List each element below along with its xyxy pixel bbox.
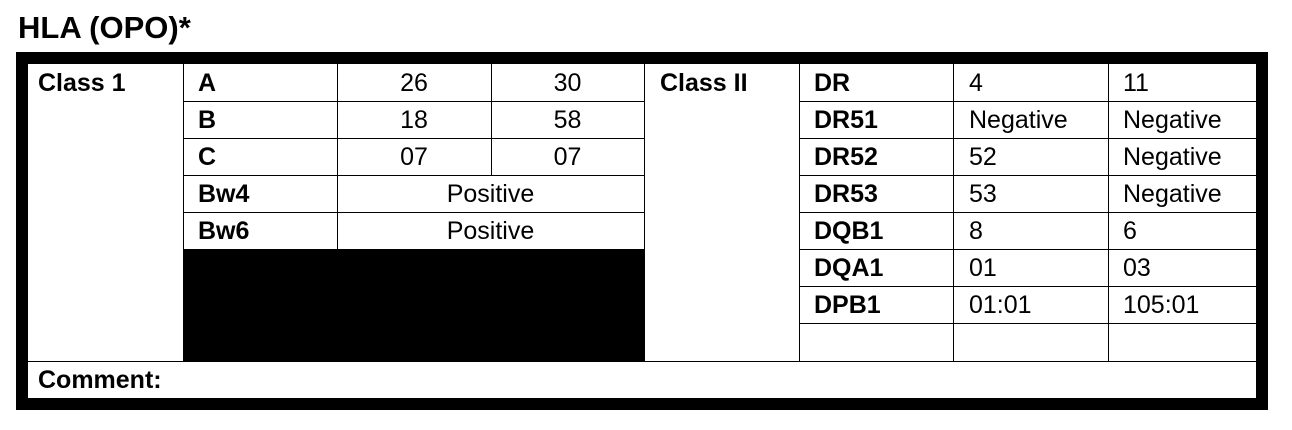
dr52-value-1: 52 (969, 143, 997, 171)
dqb1-value-1: 8 (969, 217, 983, 245)
locus-dqa1: DQA1 (814, 254, 884, 282)
dqa1-value-1: 01 (969, 254, 997, 282)
dqa1-value-2: 03 (1123, 254, 1151, 282)
locus-dr51: DR51 (814, 106, 878, 134)
locus-c-value-2: 07 (553, 143, 582, 171)
dr52-value-2: Negative (1123, 143, 1222, 171)
dr53-value-2: Negative (1123, 180, 1222, 208)
col-divider (953, 64, 954, 361)
locus-bw6: Bw6 (198, 217, 250, 245)
dr51-value-1: Negative (969, 106, 1068, 134)
comment-label: Comment: (38, 366, 162, 394)
locus-a: A (198, 69, 217, 97)
dr51-value-2: Negative (1123, 106, 1222, 134)
locus-b-value-2: 58 (553, 106, 582, 134)
locus-c-value-1: 07 (400, 143, 428, 171)
row-divider (799, 323, 1258, 324)
page-title: HLA (OPO)* (18, 10, 191, 45)
dr53-value-1: 53 (969, 180, 997, 208)
col-divider (1108, 64, 1109, 361)
dr-value-1: 4 (969, 69, 983, 97)
bw6-value: Positive (446, 217, 535, 245)
locus-dpb1: DPB1 (814, 291, 881, 319)
locus-c: C (198, 143, 217, 171)
comment-divider (28, 361, 1258, 362)
locus-dr52: DR52 (814, 143, 878, 171)
col-divider (799, 64, 800, 361)
dpb1-value-1: 01:01 (969, 291, 1032, 319)
bw4-value: Positive (446, 180, 535, 208)
locus-b: B (198, 106, 217, 134)
dpb1-value-2: 105:01 (1123, 291, 1200, 319)
locus-dr: DR (814, 69, 851, 97)
class2-label: Class II (660, 69, 748, 97)
col-divider (644, 64, 645, 361)
locus-a-value-1: 26 (400, 69, 428, 97)
locus-bw4: Bw4 (198, 180, 250, 208)
locus-dqb1: DQB1 (814, 217, 884, 245)
locus-a-value-2: 30 (553, 69, 582, 97)
dqb1-value-2: 6 (1123, 217, 1137, 245)
class1-label: Class 1 (38, 69, 126, 97)
locus-b-value-1: 18 (400, 106, 428, 134)
locus-dr53: DR53 (814, 180, 878, 208)
redacted-block (184, 250, 644, 361)
dr-value-2: 11 (1123, 69, 1149, 97)
